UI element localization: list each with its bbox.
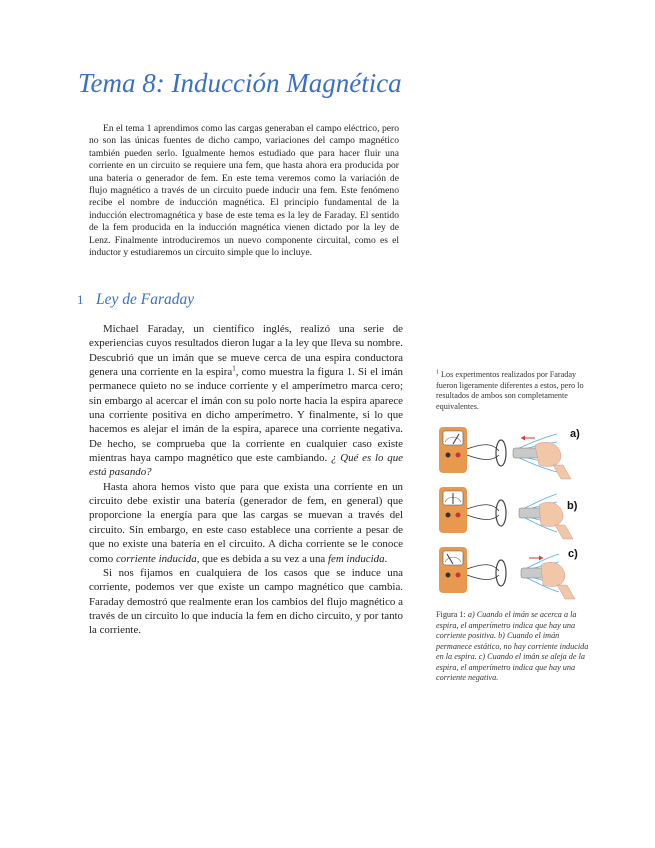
figure-panel-a: [435, 425, 585, 480]
section-number: 1: [77, 292, 84, 307]
paragraph-2-text-c: .: [384, 552, 388, 565]
emphasis-fem-inducida: fem inducida: [327, 552, 385, 565]
intro-paragraph: En el tema 1 aprendimos como las cargas generaban el campo eléctrico, pero no son las únicas fuentes de dicho campo, variaciones del campo magnético también pueden serlo. Igualmente hemos estudiado que para hacer fluir una corriente en un circuito se requiere una fem, que hasta ahora era producida por una batería o generador de fem. En este tema veremos como la variación de flujo magnético a través de un circuito puede inducir una fem. Este fenómeno recibe el nombre de inducción magnética. El principio fundamental de la inducción electromagnética y base de este tema es la ley de Faraday. El sentido de la fem producida en la inducción magnética vienen dictado por la ley de Lenz. Finalmente introduciremos un nuevo componente circuital, como es el inductor y estudiaremos un circuito simple que lo incluye.: [89, 123, 399, 259]
panel-illustration: [435, 545, 585, 600]
panel-label: a): [570, 428, 580, 440]
paragraph-2-text-a: Hasta ahora hemos visto que para que exista una corriente en un circuito debe existir una batería (generador de fem, en general) que proporcione la energía para que las cargas se muevan a través del circuito. Sin embargo, en este caso establece una corriente a pesar de que no existe una batería en el circuito. A dicha corriente se le conoce como: [89, 480, 403, 565]
panel-illustration: [435, 485, 585, 540]
section-heading: [77, 291, 194, 309]
body-text: [89, 322, 403, 638]
section-title: Ley de Faraday: [96, 291, 195, 308]
panel-label: c): [568, 548, 578, 560]
emphasis-corriente-inducida: corriente inducida: [115, 552, 197, 565]
panel-label: b): [567, 500, 578, 512]
footnote-ref[interactable]: 1: [232, 364, 236, 373]
figure-faraday-experiment: [435, 425, 585, 600]
paragraph-2-text-b: , que es debida a su vez a una: [196, 552, 326, 565]
caption-text: a) Cuando el imán se acerca a la espira, el amperímetro indica que hay una corriente positiva. b) Cuando el imán permanece estático, no hay corriente inducida en la espira. c) Cuando el imán se aleja de la espira, el amperímetro indica que hay una corriente negativa.: [436, 610, 589, 682]
figure-panel-c: [435, 545, 585, 600]
paragraph-1-question: ¿ Qué es lo que está pasando?: [89, 452, 403, 479]
panel-illustration: [435, 425, 585, 480]
caption-label: Figura 1:: [436, 610, 466, 619]
footnote-text: Los experimentos realizados por Faraday fueron ligeramente diferentes a estos, pero lo resultados de ambos son completamente equivalentes.: [436, 370, 584, 411]
paragraph-1: [89, 322, 403, 480]
paragraph-1-text-b: , como muestra la figura 1. Si el imán permanece quieto no se induce corriente y el amperímetro marca cero; sin embargo al acercar el imán con su polo norte hacia la espira aparece una corriente positiva en dicho amperímetro. Y finalmente, si lo que hacemos es alejar el imán de la espira, aparece una corriente negativa. De hecho, se comprueba que la corriente en cualquier caso existe mientras haya campo magnético que este cambiando.: [89, 366, 403, 465]
paragraph-3: Si nos fijamos en cualquiera de los casos que se induce una corriente, podemos ver que existe un campo magnético que cambia. Faraday demostró que realmente eran los cambios del flujo magnético a través de un circuito lo que inducía la fem en dicho circuito, y por tanto la corriente.: [89, 566, 403, 637]
paragraph-2: [89, 480, 403, 566]
footnote-mark: 1: [436, 369, 439, 376]
margin-footnote: [436, 370, 594, 412]
figure-caption: [436, 610, 594, 684]
page-title: Tema 8: Inducción Magnética: [78, 68, 402, 98]
figure-panel-b: [435, 485, 585, 540]
paragraph-1-text-a: Michael Faraday, un científico inglés, realizó una serie de experiencias cuyos resultados dieron lugar a la ley que lleva su nombre. Descubrió que un imán que se mueve cerca de una espira conductora genera una corriente en la espira: [89, 323, 403, 379]
